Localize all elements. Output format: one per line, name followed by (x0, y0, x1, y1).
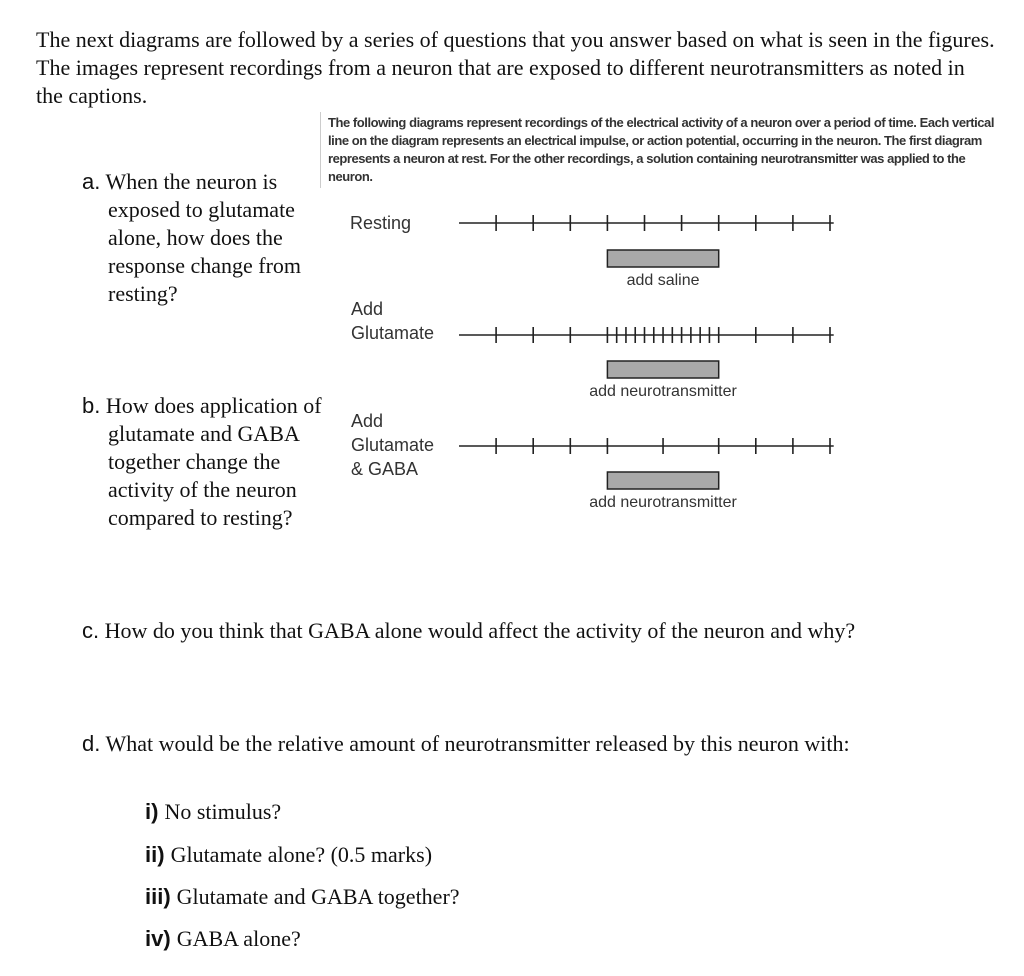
application-bar-label: add saline (626, 272, 700, 289)
question-d-text: What would be the relative amount of neurotransmitter released by this neuron with: (105, 731, 850, 756)
application-bar (607, 250, 718, 267)
label-line: Resting (350, 213, 412, 233)
question-a-label: a. (82, 169, 101, 194)
sub-question-text: GABA alone? (176, 926, 301, 951)
sub-question-label: i) (145, 799, 159, 824)
label-line: Add (351, 299, 384, 319)
sub-question-text: Glutamate and GABA together? (176, 884, 460, 909)
sub-question-text: Glutamate alone? (0.5 marks) (170, 842, 433, 867)
question-b-label: b. (82, 393, 101, 418)
sub-question-label: iii) (145, 884, 171, 909)
application-bar-label: add neurotransmitter (589, 494, 737, 511)
sub-question-text: No stimulus? (164, 799, 282, 824)
question-c-label: c. (82, 618, 100, 643)
intro-paragraph: The next diagrams are followed by a series of questions that you answer based on what is seen in the figures. The images represent recordings from a neuron that are exposed to different neurotransmitters as noted in the captions. (36, 27, 995, 108)
sub-question-label: iv) (145, 926, 171, 951)
figure-caption: The following diagrams represent recordings of the electrical activity of a neuron over a period of time. Each vertical line on the diagram represents an electrical impulse, or action potential, occurring in the neuron. The first diagram represents a neuron at rest. For the other recordings, a solution containing neurotransmitter was applied to the neuron. (328, 115, 994, 184)
label-line: Add (351, 411, 384, 431)
application-bar-label: add neurotransmitter (589, 383, 737, 400)
label-line: Glutamate (351, 323, 435, 343)
sub-question-label: ii) (145, 842, 165, 867)
question-d-label: d. (82, 731, 101, 756)
question-a-text: When the neuron is exposed to glutamate alone, how does the response change from resting? (105, 169, 302, 306)
label-line: Glutamate (351, 435, 435, 455)
application-bar (607, 361, 718, 378)
question-c-text: How do you think that GABA alone would affect the activity of the neuron and why? (104, 618, 856, 643)
application-bar (607, 472, 718, 489)
question-b-text: How does application of glutamate and GABA together change the activity of the neuron compared to resting? (105, 393, 322, 530)
label-line: & GABA (351, 459, 419, 479)
